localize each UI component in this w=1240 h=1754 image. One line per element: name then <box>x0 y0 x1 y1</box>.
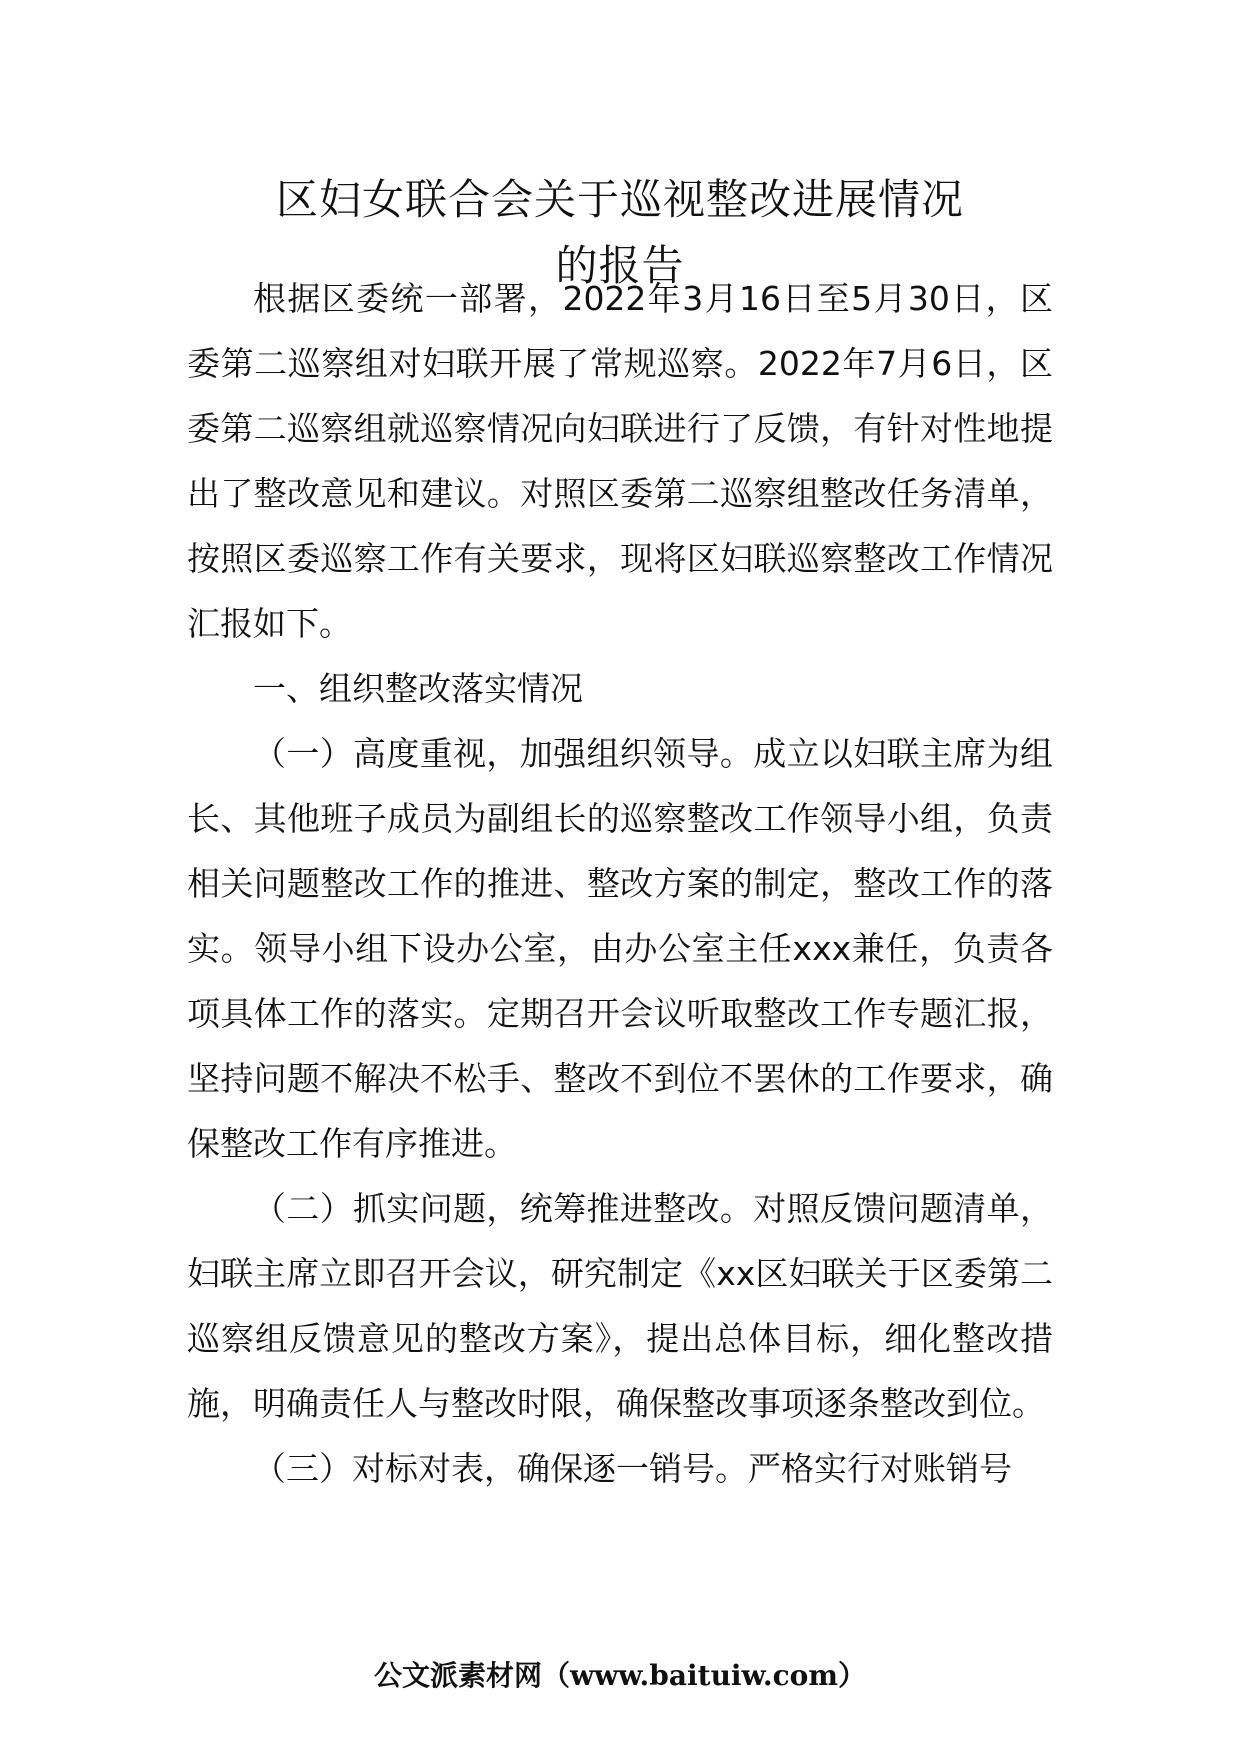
paragraph-item-2: （二）抓实问题，统筹推进整改。对照反馈问题清单，妇联主席立即召开会议，研究制定《xx区妇联关于区委第二巡察组反馈意见的整改方案》，提出总体目标，细化整改措施，明确责任人与整改时限，确保整改事项逐条整改到位。 <box>187 1189 1053 1423</box>
document-title-line-2: 的报告 <box>555 241 685 290</box>
section-heading-1: 一、组织整改落实情况 <box>253 669 583 708</box>
footer-watermark-text: 公文派素材网（www.baituiw.com） <box>374 1659 866 1692</box>
paragraph-item-3: （三）对标对表，确保逐一销号。严格实行对账销号 <box>253 1449 1012 1488</box>
document-title-line-1: 区妇女联合会关于巡视整改进展情况 <box>275 175 964 224</box>
paragraph-intro: 根据区委统一部署，2022年3月16日至5月30日，区委第二巡察组对妇联开展了常规巡察。2022年7月6日，区委第二巡察组就巡察情况向妇联进行了反馈，有针对性地提出了整改意见和建议。对照区委第二巡察组整改任务清单，按照区委巡察工作有关要求，现将区妇联巡察整改工作情况汇报如下。 <box>187 279 1053 643</box>
paragraph-item-1: （一）高度重视，加强组织领导。成立以妇联主席为组长、其他班子成员为副组长的巡察整改工作领导小组，负责相关问题整改工作的推进、整改方案的制定，整改工作的落实。领导小组下设办公室，由办公室主任xxx兼任，负责各项具体工作的落实。定期召开会议听取整改工作专题汇报，坚持问题不解决不松手、整改不到位不罢休的工作要求，确保整改工作有序推进。 <box>187 734 1053 1163</box>
document-body <box>187 266 1053 1501</box>
